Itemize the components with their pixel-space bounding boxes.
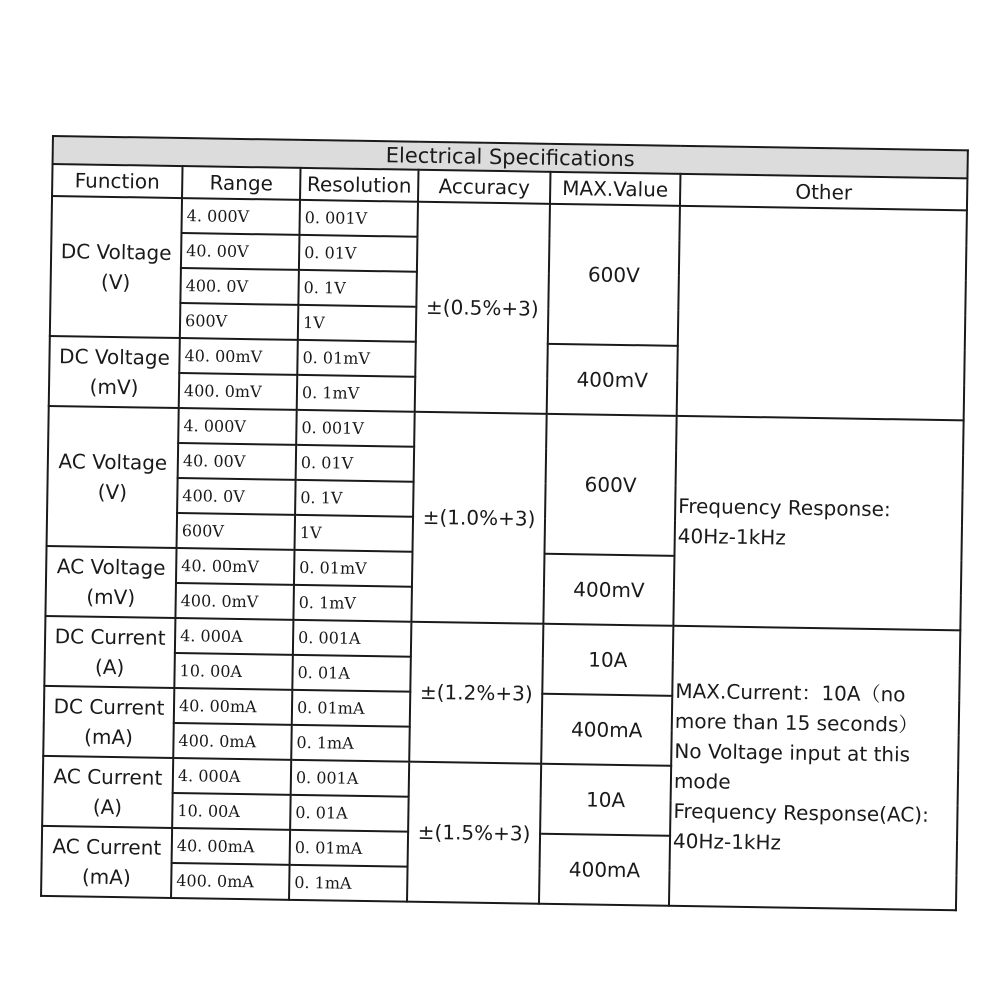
other-text: mode bbox=[673, 768, 731, 794]
other-cell-empty bbox=[677, 206, 967, 420]
range-cell: 400. 0V bbox=[180, 268, 299, 305]
max-value-cell: 600V bbox=[548, 204, 680, 346]
header-resolution: Resolution bbox=[300, 168, 418, 202]
function-cell bbox=[41, 826, 172, 898]
function-cell bbox=[45, 546, 176, 618]
resolution-cell: 0. 1mV bbox=[297, 375, 416, 412]
function-name: AC Current bbox=[52, 834, 162, 860]
range-cell: 4. 000A bbox=[173, 758, 292, 795]
max-value-cell: 400mA bbox=[541, 694, 672, 766]
other-text: 40Hz-1kHz bbox=[677, 523, 787, 550]
function-unit: (mA) bbox=[83, 724, 134, 750]
max-value-cell: 10A bbox=[540, 764, 671, 836]
resolution-cell: 0. 001A bbox=[291, 760, 410, 797]
resolution-cell: 0. 1V bbox=[298, 270, 417, 307]
range-cell: 10. 00A bbox=[174, 653, 293, 690]
table-title: Electrical Specifications bbox=[53, 136, 968, 178]
max-value-cell: 10A bbox=[542, 624, 673, 696]
resolution-cell: 0. 01A bbox=[290, 795, 409, 832]
range-cell: 4. 000V bbox=[178, 408, 297, 445]
range-cell: 400. 0mV bbox=[175, 583, 294, 620]
function-name: DC Current bbox=[53, 694, 165, 720]
function-name: AC Current bbox=[53, 764, 163, 790]
range-cell: 40. 00V bbox=[181, 233, 300, 270]
resolution-cell: 0. 01mV bbox=[294, 550, 413, 587]
function-name: DC Voltage bbox=[60, 239, 172, 265]
range-cell: 600V bbox=[177, 513, 296, 550]
function-cell bbox=[44, 616, 175, 688]
function-unit: (mA) bbox=[81, 864, 131, 890]
spec-table bbox=[40, 135, 969, 911]
header-range: Range bbox=[182, 166, 300, 200]
max-value-cell: 400mV bbox=[547, 344, 678, 416]
other-text: Frequency Response(AC): bbox=[673, 798, 929, 827]
range-cell: 40. 00V bbox=[178, 443, 297, 480]
resolution-cell: 0. 1mA bbox=[289, 865, 408, 902]
other-text: 40Hz-1kHz bbox=[672, 828, 782, 855]
resolution-cell: 0. 001V bbox=[299, 200, 418, 237]
other-cell-current bbox=[669, 626, 960, 910]
function-unit: (A) bbox=[92, 794, 123, 820]
max-value-cell: 400mV bbox=[543, 554, 674, 626]
range-cell: 400. 0mA bbox=[171, 863, 290, 900]
function-cell bbox=[42, 756, 173, 828]
function-name: AC Voltage bbox=[58, 449, 168, 475]
other-text: Frequency Response: bbox=[678, 493, 891, 522]
resolution-cell: 0. 01mA bbox=[292, 690, 411, 727]
function-unit: (mV) bbox=[89, 374, 139, 400]
function-cell bbox=[43, 686, 174, 758]
other-text: MAX.Current：10A（no bbox=[675, 678, 906, 707]
header-max-value: MAX.Value bbox=[550, 172, 680, 206]
other-cell-ac-voltage bbox=[673, 416, 963, 630]
function-cell bbox=[49, 336, 180, 408]
accuracy-cell: ±(1.0%+3) bbox=[411, 412, 546, 624]
function-unit: (mV) bbox=[86, 584, 136, 610]
header-accuracy: Accuracy bbox=[418, 170, 550, 204]
other-text: No Voltage input at this bbox=[674, 738, 911, 767]
max-value-cell: 600V bbox=[544, 414, 676, 556]
resolution-cell: 0. 01mA bbox=[290, 830, 409, 867]
resolution-cell: 0. 001A bbox=[293, 620, 412, 657]
spec-sheet bbox=[40, 135, 967, 911]
header-other: Other bbox=[680, 174, 967, 211]
resolution-cell: 0. 01A bbox=[292, 655, 411, 692]
range-cell: 40. 00mA bbox=[172, 828, 291, 865]
range-cell: 600V bbox=[180, 303, 299, 340]
range-cell: 400. 0mV bbox=[179, 373, 298, 410]
header-function: Function bbox=[52, 164, 182, 198]
range-cell: 400. 0V bbox=[177, 478, 296, 515]
accuracy-cell: ±(1.5%+3) bbox=[407, 762, 541, 904]
max-value-cell: 400mA bbox=[539, 834, 670, 906]
resolution-cell: 1V bbox=[295, 515, 414, 552]
function-name: AC Voltage bbox=[56, 554, 166, 580]
range-cell: 4. 000V bbox=[181, 198, 300, 235]
range-cell: 40. 00mA bbox=[174, 688, 293, 725]
resolution-cell: 0. 1V bbox=[295, 480, 414, 517]
function-unit: (A) bbox=[94, 654, 125, 680]
resolution-cell: 0. 001V bbox=[296, 410, 415, 447]
function-name: DC Voltage bbox=[58, 344, 171, 370]
range-cell: 40. 00mV bbox=[179, 338, 298, 375]
range-cell: 10. 00A bbox=[172, 793, 291, 830]
function-cell bbox=[47, 406, 179, 548]
resolution-cell: 0. 1mA bbox=[291, 725, 410, 762]
function-unit: (V) bbox=[100, 269, 131, 295]
accuracy-cell: ±(0.5%+3) bbox=[415, 202, 550, 414]
range-cell: 4. 000A bbox=[175, 618, 294, 655]
resolution-cell: 0. 1mV bbox=[293, 585, 412, 622]
function-unit: (V) bbox=[97, 479, 128, 505]
function-cell bbox=[50, 196, 182, 338]
resolution-cell: 0. 01V bbox=[296, 445, 415, 482]
resolution-cell: 0. 01V bbox=[299, 235, 418, 272]
resolution-cell: 0. 01mV bbox=[297, 340, 416, 377]
range-cell: 40. 00mV bbox=[176, 548, 295, 585]
range-cell: 400. 0mA bbox=[173, 723, 292, 760]
accuracy-cell: ±(1.2%+3) bbox=[409, 622, 543, 764]
function-name: DC Current bbox=[54, 624, 166, 650]
resolution-cell: 1V bbox=[298, 305, 417, 342]
other-text: more than 15 seconds） bbox=[674, 708, 919, 737]
